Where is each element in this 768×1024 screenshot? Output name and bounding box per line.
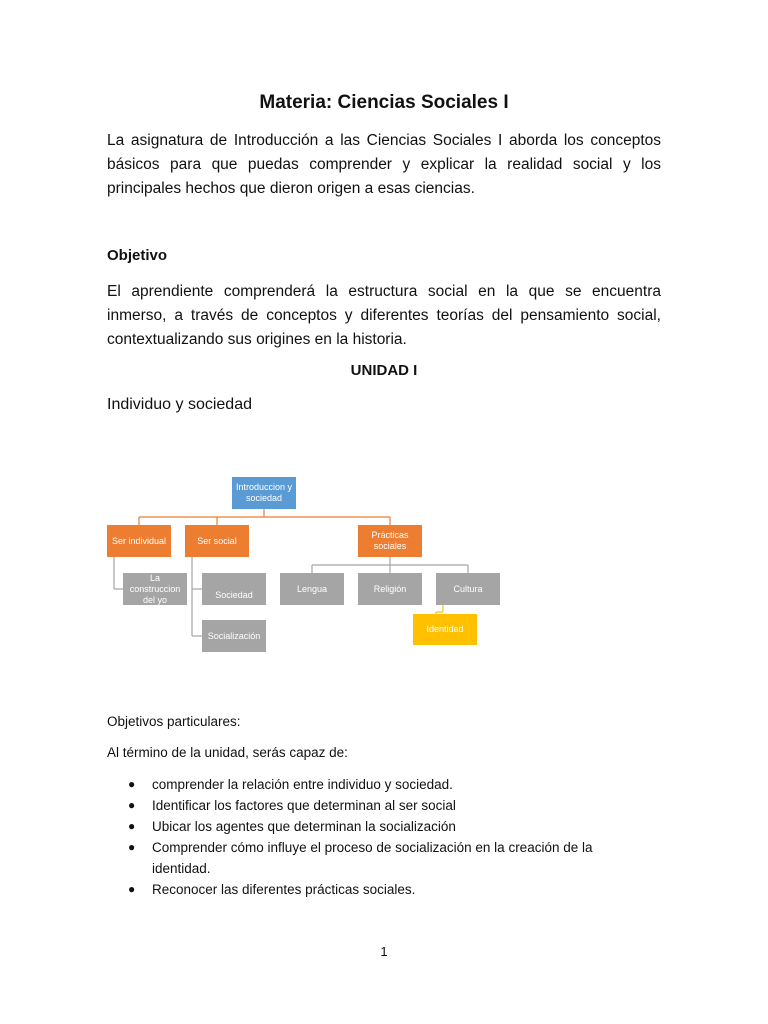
page-number: 1 (380, 944, 388, 959)
unit-subtitle: Individuo y sociedad (107, 396, 252, 413)
diagram-node-cultura: Cultura (436, 573, 500, 605)
diagram-node-ser-social: Ser social (185, 525, 249, 557)
list-item: ● comprender la relación entre individuo y sociedad. (128, 774, 608, 795)
diagram-node-sociedad: Sociedad (202, 573, 266, 605)
diagram-node-ser-individual: Ser individual (107, 525, 171, 557)
document-title: Materia: Ciencias Sociales I (259, 92, 509, 113)
diagram-node-identidad: Identidad (413, 614, 477, 645)
list-item: ● Reconocer las diferentes prácticas sociales. (128, 879, 608, 900)
bullet-icon: ● (128, 840, 136, 854)
list-item: ● Ubicar los agentes que determinan la socialización (128, 816, 608, 837)
objectives-particular-heading: Objetivos particulares: (107, 714, 241, 729)
objectives-list (128, 774, 608, 900)
bullet-icon: ● (128, 777, 136, 791)
diagram-node-religion: Religión (358, 573, 422, 605)
objective-paragraph: El aprendiente comprenderá la estructura social en la que se encuentra inmerso, a través de conceptos y diferentes teorías del pensamiento social, contextualizando sus origines en la historia. (107, 283, 661, 348)
bullet-icon: ● (128, 882, 136, 896)
objective-heading: Objetivo (107, 247, 168, 264)
diagram-node-construccion-yo: La construccion del yo (123, 573, 187, 605)
diagram-node-socializacion: Socialización (202, 620, 266, 652)
diagram-node-lengua: Lengua (280, 573, 344, 605)
bullet-icon: ● (128, 798, 136, 812)
objectives-lead: Al término de la unidad, serás capaz de: (107, 745, 348, 760)
list-item: ● Comprender cómo influye el proceso de socialización en la creación de la identidad. (128, 837, 608, 879)
unit-heading: UNIDAD I (350, 362, 418, 379)
diagram-node-practicas-sociales: Prácticas sociales (358, 525, 422, 557)
bullet-icon: ● (128, 819, 136, 833)
diagram-node-root: Introduccion y sociedad (232, 477, 296, 509)
list-item: ● Identificar los factores que determinan al ser social (128, 795, 608, 816)
intro-paragraph: La asignatura de Introducción a las Ciencias Sociales I aborda los conceptos básicos para que puedas comprender y explicar la realidad social y los principales hechos que dieron origen a esas ciencias. (107, 132, 661, 197)
